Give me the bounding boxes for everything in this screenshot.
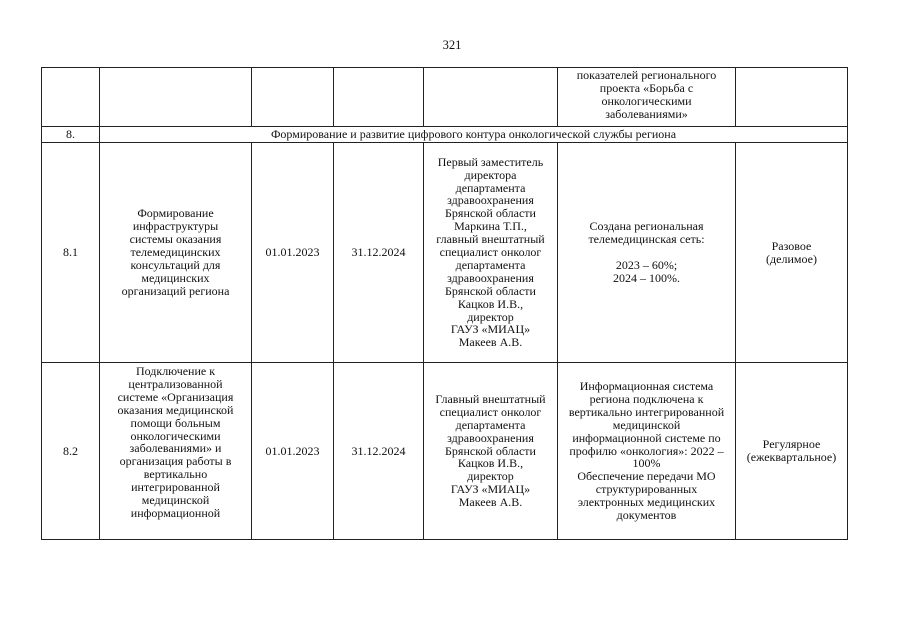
continuation-row [42,68,848,127]
row-number: 8.2 [42,363,100,540]
table-row-8-2 [42,363,848,540]
page-number: 321 [442,38,462,52]
continuation-result-cell: показателей регионального проекта «Борьба с онкологическими заболеваниями» [558,68,736,127]
start-date: 01.01.2023 [252,143,334,363]
responsible-persons: Главный внештатный специалист онколог департамента здравоохранения Брянской области Кацков И.В., директор ГАУЗ «МИАЦ» Макеев А.В. [424,363,558,540]
responsible-persons: Первый заместитель директора департамента здравоохранения Брянской области Маркина Т.П., главный внештатный специалист онколог департамента здравоохранения Брянской области Кацков И.В., директор ГАУЗ «МИАЦ» Макеев А.В. [424,143,558,363]
start-date: 01.01.2023 [252,363,334,540]
end-date: 31.12.2024 [334,143,424,363]
measures-table [41,67,848,540]
expected-result: Создана региональная телемедицинская сеть: 2023 – 60%; 2024 – 100%. [558,143,736,363]
row-number: 8.1 [42,143,100,363]
continuation-end-cell [334,68,424,127]
end-date: 31.12.2024 [334,363,424,540]
measure-name: Формирование инфраструктуры системы оказания телемедицинских консультаций для медицинских организаций региона [100,143,252,363]
section-number: 8. [42,127,100,143]
continuation-number-cell [42,68,100,127]
continuation-type-cell [736,68,848,127]
table-row-8-1 [42,143,848,363]
continuation-name-cell [100,68,252,127]
section-row [42,127,848,143]
section-title: Формирование и развитие цифрового контура онкологической службы региона [100,127,848,143]
measure-type: Разовое (делимое) [736,143,848,363]
measure-type: Регулярное (ежеквартальное) [736,363,848,540]
measure-name: Подключение к централизованной системе «Организация оказания медицинской помощи больным онкологическими заболеваниями» и организация работы в вертикально интегрированной медицинской информационной [100,363,252,540]
continuation-start-cell [252,68,334,127]
expected-result: Информационная система региона подключена к вертикально интегрированной медицинской информационной системе по профилю «онкология»: 2022 – 100% Обеспечение передачи МО структурированных электронных медицинских документов [558,363,736,540]
continuation-responsible-cell [424,68,558,127]
